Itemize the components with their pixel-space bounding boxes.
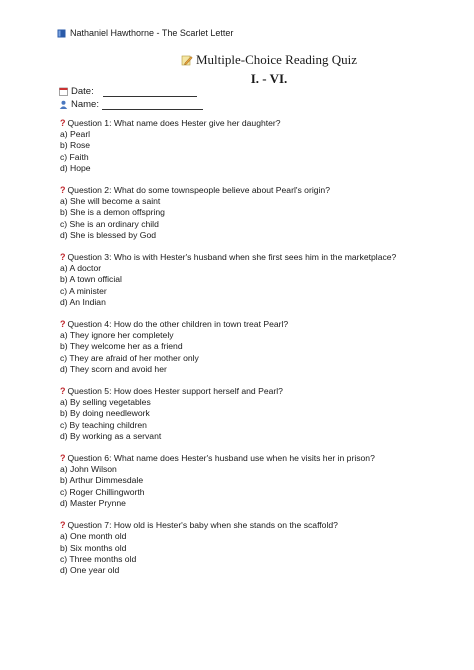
answer-option[interactable]: c) Roger Chillingworth (60, 486, 145, 497)
name-label: Name: (71, 99, 99, 110)
question-mark-icon: ? (60, 185, 66, 196)
name-blank-line[interactable] (102, 100, 203, 110)
question-mark-icon: ? (60, 252, 66, 263)
page-subtitle: I. - VI. (250, 71, 288, 86)
answer-option[interactable]: d) They scorn and avoid her (60, 363, 167, 374)
question-mark-icon: ? (60, 386, 66, 397)
answer-option[interactable]: b) They welcome her as a friend (60, 341, 183, 352)
date-row (59, 85, 203, 98)
question-text-row (60, 386, 440, 397)
question-text-row (60, 252, 440, 263)
question-mark-icon: ? (60, 520, 66, 531)
question-block (60, 118, 440, 174)
answer-option[interactable]: d) By working as a servant (60, 430, 162, 441)
date-blank-line[interactable] (103, 87, 197, 97)
answer-option[interactable]: c) By teaching children (60, 419, 147, 430)
notepad-pencil-icon (181, 54, 193, 66)
answer-option[interactable]: a) A doctor (60, 263, 102, 274)
question-text: Question 7: How old is Hester's baby when she stands on the scaffold? (67, 520, 338, 531)
answer-option[interactable]: a) By selling vegetables (60, 397, 151, 408)
question-block (60, 252, 440, 308)
answer-option[interactable]: c) Faith (60, 151, 89, 162)
answer-option[interactable]: c) Three months old (60, 553, 137, 564)
question-text: Question 5: How does Hester support herself and Pearl? (67, 386, 283, 397)
question-list (60, 118, 440, 587)
question-mark-icon: ? (60, 118, 66, 128)
book-icon (57, 29, 66, 38)
question-block (60, 185, 440, 241)
answer-option[interactable]: d) Hope (60, 162, 91, 173)
question-text-row (60, 453, 440, 464)
name-row (59, 98, 203, 111)
answer-option[interactable]: d) Master Prynne (60, 497, 126, 508)
date-label: Date: (71, 86, 94, 97)
document-header (57, 28, 233, 38)
question-text-row (60, 185, 440, 196)
answer-option[interactable]: b) Rose (60, 140, 91, 151)
answer-option[interactable]: c) They are afraid of her mother only (60, 352, 199, 363)
question-text-row (60, 520, 440, 531)
answer-option[interactable]: d) An Indian (60, 296, 106, 307)
question-text: Question 6: What name does Hester's husband use when he visits her in prison? (67, 453, 375, 464)
answer-option[interactable]: d) She is blessed by God (60, 229, 157, 240)
answer-option[interactable]: a) She will become a saint (60, 196, 161, 207)
question-block (60, 386, 440, 442)
answer-option[interactable]: a) One month old (60, 531, 127, 542)
question-text: Question 1: What name does Hester give her daughter? (67, 118, 281, 128)
question-text-row (60, 118, 440, 129)
question-text-row (60, 319, 440, 330)
answer-option[interactable]: b) Six months old (60, 542, 127, 553)
calendar-icon (59, 87, 68, 96)
question-block (60, 520, 440, 576)
answer-option[interactable]: b) She is a demon offspring (60, 207, 165, 218)
student-info (59, 85, 203, 111)
question-text: Question 2: What do some townspeople believe about Pearl's origin? (67, 185, 330, 196)
page-title: Multiple-Choice Reading Quiz (195, 52, 358, 67)
header-text: Nathaniel Hawthorne - The Scarlet Letter (70, 28, 234, 38)
question-text: Question 4: How do the other children in town treat Pearl? (67, 319, 289, 330)
question-block (60, 453, 440, 509)
question-mark-icon: ? (60, 453, 66, 464)
answer-option[interactable]: d) One year old (60, 564, 120, 575)
title-block (0, 52, 474, 87)
answer-option[interactable]: a) They ignore her completely (60, 330, 174, 341)
answer-option[interactable]: c) A minister (60, 285, 107, 296)
answer-option[interactable]: b) By doing needlework (60, 408, 150, 419)
answer-option[interactable]: a) Pearl (60, 129, 91, 140)
title-line (64, 52, 474, 68)
answer-option[interactable]: c) She is an ordinary child (60, 218, 159, 229)
question-text: Question 3: Who is with Hester's husband when she first sees him in the marketplace? (67, 252, 397, 263)
question-mark-icon: ? (60, 319, 66, 330)
answer-option[interactable]: b) Arthur Dimmesdale (60, 475, 144, 486)
person-icon (59, 100, 68, 109)
question-block (60, 319, 440, 375)
answer-option[interactable]: b) A town official (60, 274, 122, 285)
answer-option[interactable]: a) John Wilson (60, 464, 117, 475)
